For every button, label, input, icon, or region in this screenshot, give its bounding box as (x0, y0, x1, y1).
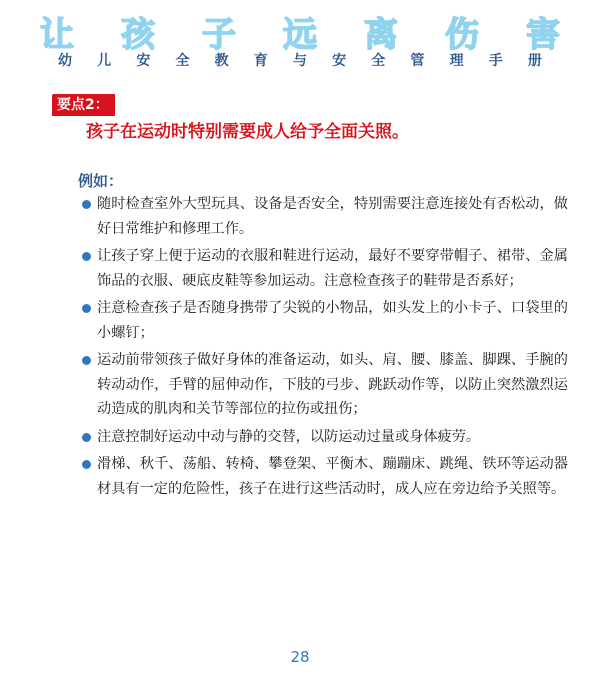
book-subtitle-char: 全 (371, 53, 386, 69)
book-subtitle-char: 手 (488, 53, 503, 69)
book-title (40, 16, 560, 54)
example-label: 例如： (78, 172, 124, 190)
bullet-dot-icon (82, 200, 91, 209)
list-item (82, 452, 568, 501)
book-subtitle-char: 管 (410, 53, 425, 69)
list-item-text: 滑梯、秋千、荡船、转椅、攀登架、平衡木、蹦蹦床、跳绳、铁环等运动器材具有一定的危险性，孩子在进行这些活动时，成人应在旁边给予关照等。 (97, 456, 568, 497)
book-subtitle (58, 53, 542, 69)
list-item (82, 425, 568, 450)
list-item (82, 296, 568, 345)
bullet-dot-icon (82, 304, 91, 313)
book-title-char: 孩 (121, 15, 155, 55)
list-item (82, 244, 568, 293)
book-title-char: 害 (526, 15, 560, 55)
book-subtitle-char: 理 (449, 53, 464, 69)
book-title-char: 让 (40, 15, 74, 55)
book-subtitle-char: 育 (253, 53, 268, 69)
book-subtitle-char: 册 (527, 53, 542, 69)
key-point-text: 孩子在运动时特别需要成人给予全面关照。 (86, 122, 409, 142)
book-title-char: 远 (283, 15, 317, 55)
bullet-dot-icon (82, 252, 91, 261)
list-item-text: 注意检查孩子是否随身携带了尖锐的小物品，如头发上的小卡子、口袋里的小螺钉； (97, 300, 568, 341)
list-item-text: 随时检查室外大型玩具、设备是否安全，特别需要注意连接处有否松动，做好日常维护和修理工作。 (97, 196, 568, 237)
book-subtitle-char: 全 (175, 53, 190, 69)
book-subtitle-char: 与 (292, 53, 307, 69)
key-point-underline (52, 114, 106, 116)
bullet-dot-icon (82, 433, 91, 442)
list-item (82, 192, 568, 241)
list-item (82, 348, 568, 422)
example-list (82, 192, 568, 504)
book-subtitle-char: 教 (214, 53, 229, 69)
bullet-dot-icon (82, 356, 91, 365)
book-subtitle-char: 幼 (58, 53, 72, 69)
page-header (0, 0, 600, 82)
bullet-dot-icon (82, 460, 91, 469)
book-subtitle-char: 安 (136, 53, 151, 69)
book-subtitle-char: 安 (332, 53, 347, 69)
list-item-text: 注意控制好运动中动与静的交替，以防运动过量或身体疲劳。 (97, 428, 481, 445)
list-item-text: 运动前带领孩子做好身体的准备运动，如头、肩、腰、膝盖、脚踝、手腕的转动动作，手臂的屈伸动作，下肢的弓步、跳跃动作等，以防止突然激烈运动造成的肌肉和关节等部位的拉伤或扭伤； (97, 352, 568, 417)
book-title-char: 伤 (445, 15, 479, 55)
book-title-char: 子 (202, 15, 236, 55)
book-subtitle-char: 儿 (97, 53, 112, 69)
book-title-char: 离 (364, 15, 398, 55)
page-number: 28 (290, 648, 310, 666)
list-item-text: 让孩子穿上便于运动的衣服和鞋进行运动，最好不要穿带帽子、裙带、金属饰品的衣服、硬底皮鞋等参加运动。注意检查孩子的鞋带是否系好； (97, 248, 568, 289)
key-point-badge: 要点2： (52, 94, 115, 116)
